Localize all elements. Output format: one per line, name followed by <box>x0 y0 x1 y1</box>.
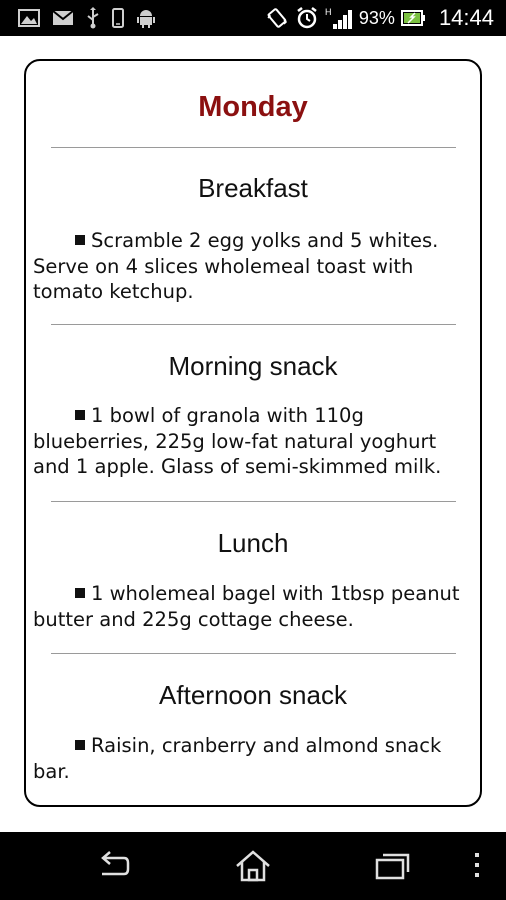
overflow-menu-icon[interactable] <box>472 850 482 884</box>
meal-description-text: 1 wholemeal bagel with 1tbsp peanut butter and 225g cottage cheese. <box>33 582 460 631</box>
gallery-icon <box>18 9 40 27</box>
home-icon[interactable] <box>235 850 271 886</box>
bullet-icon <box>75 235 85 245</box>
back-icon[interactable] <box>94 850 130 884</box>
bullet-icon <box>75 740 85 750</box>
battery-percent: 93% <box>358 7 395 28</box>
day-title: Monday <box>198 91 308 123</box>
divider <box>51 324 456 325</box>
battery-icon <box>401 9 427 27</box>
recent-apps-icon[interactable] <box>375 850 411 884</box>
usb-icon <box>86 7 100 29</box>
vibrate-icon <box>265 6 289 30</box>
meal-title-breakfast: Breakfast <box>198 173 308 203</box>
main-content <box>0 36 506 832</box>
status-bar <box>0 0 506 36</box>
meal-title-lunch: Lunch <box>217 528 289 558</box>
android-icon <box>136 7 156 29</box>
meal-description-afternoon-snack <box>33 733 473 784</box>
bullet-icon <box>75 410 85 420</box>
meal-description-morning-snack <box>33 403 473 480</box>
notification-icons <box>0 7 156 29</box>
bullet-icon <box>75 588 85 598</box>
network-type-label: H <box>324 7 332 17</box>
meal-description-text: Raisin, cranberry and almond snack bar. <box>33 734 442 783</box>
meal-description-text: Scramble 2 egg yolks and 5 whites. Serve on 4 slices wholemeal toast with tomato ketchup. <box>33 229 439 303</box>
gmail-icon <box>52 9 74 27</box>
phone-icon <box>112 8 124 28</box>
alarm-icon <box>295 6 319 30</box>
meal-title-morning-snack: Morning snack <box>168 351 338 381</box>
meal-plan-card <box>24 59 482 807</box>
divider <box>51 501 456 502</box>
clock: 14:44 <box>438 5 494 30</box>
signal-icon <box>325 6 353 30</box>
divider <box>51 147 456 148</box>
meal-description-breakfast <box>33 228 473 305</box>
system-indicators <box>265 5 506 31</box>
divider <box>51 653 456 654</box>
meal-description-lunch <box>33 581 473 632</box>
meal-description-text: 1 bowl of granola with 110g blueberries, 225g low-fat natural yoghurt and 1 apple. Glass of semi-skimmed milk. <box>33 404 442 478</box>
meal-title-afternoon-snack: Afternoon snack <box>159 680 347 710</box>
navigation-bar <box>0 832 506 900</box>
